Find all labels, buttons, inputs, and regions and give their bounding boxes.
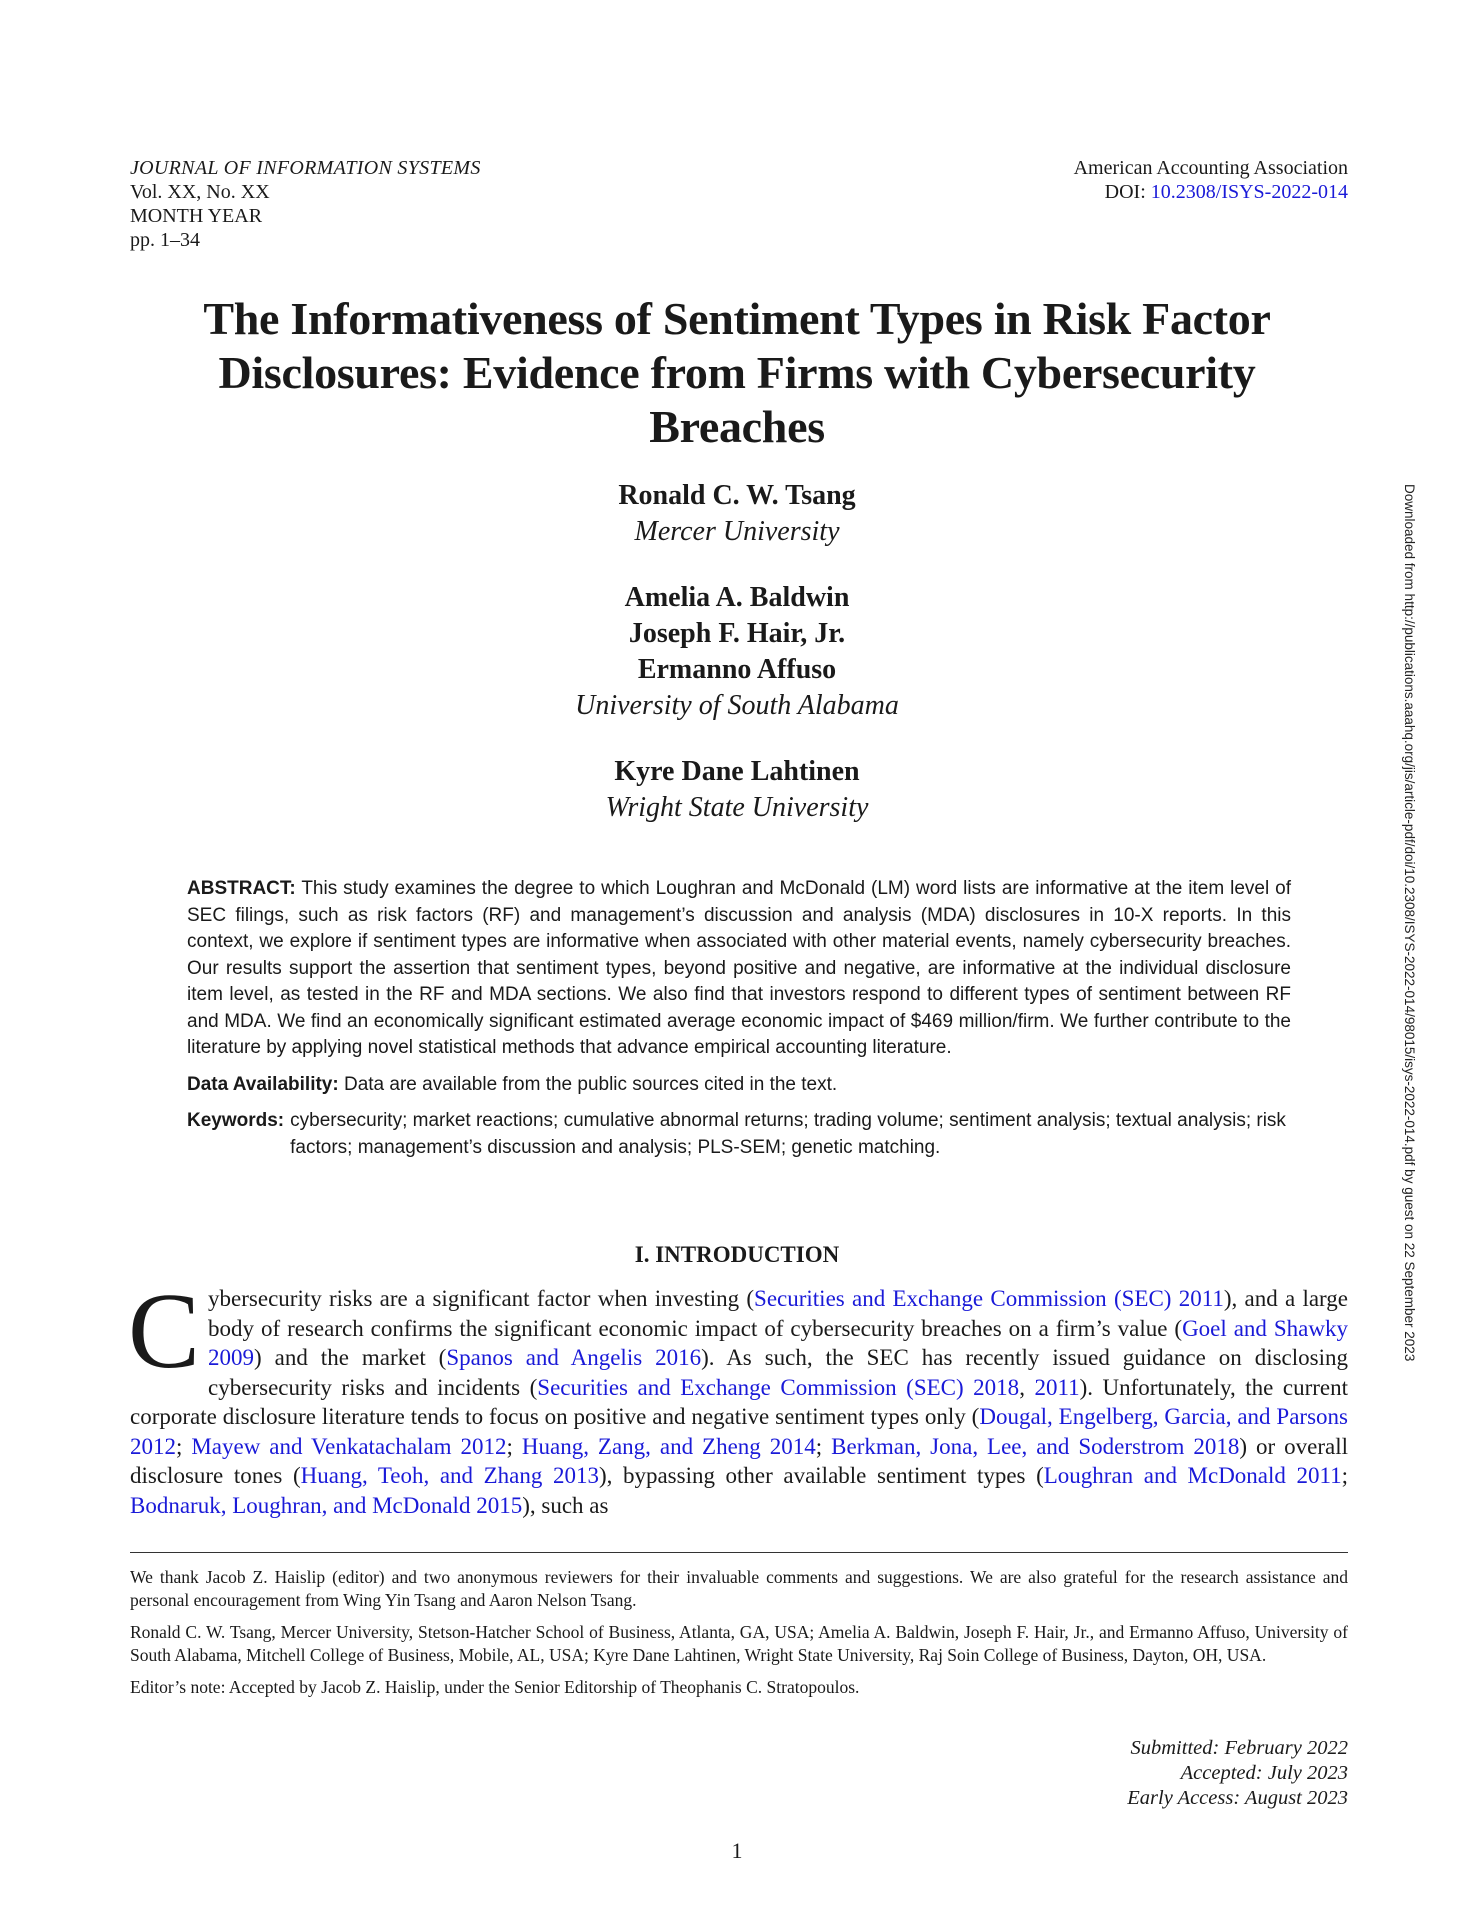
journal-header <box>130 156 481 252</box>
journal-pages: pp. 1–34 <box>130 229 200 251</box>
citation-link[interactable]: Huang, Teoh, and Zhang 2013 <box>300 1463 599 1488</box>
citation-link[interactable]: Berkman, Jona, Lee, and Soderstrom 2018 <box>831 1433 1240 1459</box>
author-group <box>0 580 1474 724</box>
intro-text: ), and a large body of research confirms the significant economic impact of cybersecurity breaches on a firm’s value ( <box>208 1286 1348 1341</box>
paper-title: The Informativeness of Sentiment Types in Risk Factor Disclosures: Evidence from Firms with Cybersecurity Breaches <box>203 293 1271 452</box>
intro-text: ) or overall disclosure tones ( <box>130 1433 1349 1488</box>
author-affiliation: University of South Alabama <box>575 690 899 721</box>
drop-cap: C <box>128 1272 201 1391</box>
citation-link[interactable]: Mayew and Venkatachalam 2012 <box>191 1433 507 1459</box>
early-access-date: Early Access: August 2023 <box>1127 1787 1348 1809</box>
citation-link[interactable]: Securities and Exchange Commission (SEC) 2018 <box>537 1374 1020 1400</box>
doi-line <box>1074 180 1348 204</box>
intro-text: ybersecurity risks are a significant factor when investing ( <box>208 1286 755 1311</box>
abstract <box>187 876 1291 1062</box>
author-list <box>0 478 1474 856</box>
citation-link[interactable]: Bodnaruk, Loughran, and McDonald 2015 <box>130 1492 523 1518</box>
intro-text: ). As such, the SEC has recently issued guidance on disclosing cybersecurity risks and incidents ( <box>208 1345 1348 1400</box>
citation-link[interactable]: Securities and Exchange Commission (SEC) 2011 <box>754 1286 1224 1311</box>
intro-text: ), such as <box>522 1492 609 1518</box>
intro-text: ; <box>1341 1463 1349 1488</box>
author-affiliation: Wright State University <box>605 792 869 823</box>
author-affiliation: Mercer University <box>634 516 840 547</box>
author-group <box>0 754 1474 826</box>
citation-link[interactable]: Loughran and McDonald 2011 <box>1043 1463 1342 1488</box>
data-availability <box>187 1072 1291 1099</box>
intro-text: , <box>1019 1374 1035 1400</box>
submission-dates <box>1127 1736 1348 1811</box>
author-affiliations: Ronald C. W. Tsang, Mercer University, Stetson-Hatcher School of Business, Atlanta, GA, USA; Amelia A. Baldwin, Joseph F. Hair, Jr., and Ermanno Affuso, University of South Alabama, Mitchell College of Business, Mobile, AL, USA; Kyre Dane Lahtinen, Wright State University, Raj Soin College of Business, Dayton, OH, USA. <box>130 1622 1348 1665</box>
download-watermark: Downloaded from http://publications.aaahq.org/jis/article-pdf/doi/10.2308/ISYS-2022-014/98015/isys-2022-014.pdf by guest on 22 September 2023 <box>1402 484 1417 1362</box>
author-name: Amelia A. Baldwin <box>624 582 850 613</box>
editor-note: Editor’s note: Accepted by Jacob Z. Haislip, under the Senior Editorship of Theophanis C. Stratopoulos. <box>130 1677 860 1697</box>
intro-text: ). Unfortunately, the current corporate disclosure literature tends to focus on positive and negative sentiment types only ( <box>130 1374 1348 1429</box>
doi-label: DOI: <box>1104 181 1151 203</box>
page-number: 1 <box>731 1838 743 1863</box>
data-availability-label: Data Availability: <box>187 1073 339 1095</box>
journal-name: JOURNAL OF INFORMATION SYSTEMS <box>130 157 481 179</box>
citation-link[interactable]: 2011 <box>1034 1374 1080 1400</box>
author-name: Joseph F. Hair, Jr. <box>628 618 846 649</box>
accepted-date: Accepted: July 2023 <box>1180 1762 1348 1784</box>
footnote-divider <box>130 1552 1348 1553</box>
footnotes <box>130 1566 1348 1709</box>
keywords-label: Keywords: <box>187 1110 285 1131</box>
intro-text: ; <box>176 1433 192 1459</box>
intro-text: ), bypassing other available sentiment types ( <box>598 1463 1044 1488</box>
abstract-label: ABSTRACT: <box>187 878 296 899</box>
intro-text: ) and the market ( <box>254 1345 447 1370</box>
citation-link[interactable]: Huang, Zang, and Zheng 2014 <box>521 1433 816 1459</box>
journal-date: MONTH YEAR <box>130 205 263 227</box>
keywords <box>187 1108 1291 1161</box>
acknowledgements: We thank Jacob Z. Haislip (editor) and two anonymous reviewers for their invaluable comments and suggestions. We are also grateful for the research assistance and personal encouragement from Wing Yin Tsang and Aaron Nelson Tsang. <box>130 1567 1348 1610</box>
citation-link[interactable]: Dougal, Engelberg, Garcia, and Parsons 2012 <box>130 1404 1348 1459</box>
abstract-block <box>187 876 1291 1161</box>
citation-link[interactable]: Goel and Shawky 2009 <box>208 1315 1348 1370</box>
data-availability-text: Data are available from the public sources cited in the text. <box>338 1073 838 1095</box>
keywords-text: cybersecurity; market reactions; cumulative abnormal returns; trading volume; sentiment analysis; textual analysis; risk factors; management’s discussion and analysis; PLS-SEM; genetic matching. <box>290 1110 1286 1158</box>
doi-link[interactable]: 10.2308/ISYS-2022-014 <box>1150 181 1348 203</box>
publisher-header <box>1074 156 1348 204</box>
publisher-name: American Accounting Association <box>1073 157 1348 179</box>
citation-link[interactable]: Spanos and Angelis 2016 <box>446 1345 702 1370</box>
intro-text: ; <box>815 1433 832 1459</box>
author-name: Ronald C. W. Tsang <box>618 480 856 511</box>
section-heading: I. INTRODUCTION <box>634 1242 840 1267</box>
intro-text: ; <box>506 1433 522 1459</box>
submitted-date: Submitted: February 2022 <box>1130 1737 1348 1759</box>
author-group <box>0 478 1474 550</box>
author-name: Ermanno Affuso <box>637 654 837 685</box>
intro-paragraph <box>128 1272 1349 1520</box>
journal-volume: Vol. XX, No. XX <box>130 181 270 203</box>
author-name: Kyre Dane Lahtinen <box>614 756 860 787</box>
abstract-text: This study examines the degree to which Loughran and McDonald (LM) word lists are informative at the item level of SEC filings, such as risk factors (RF) and management’s discussion and analysis (MDA) disclosures in 10-X reports. In this context, we explore if sentiment types are informative when associated with other material events, namely cybersecurity breaches. Our results support the assertion that sentiment types, beyond positive and negative, are informative at the individual disclosure item level, as tested in the RF and MDA sections. We also find that investors respond to different types of sentiment between RF and MDA. We find an economically significant estimated average economic impact of $469 million/firm. We further contribute to the literature by applying novel statistical methods that advance empirical accounting literature. <box>187 878 1291 1058</box>
